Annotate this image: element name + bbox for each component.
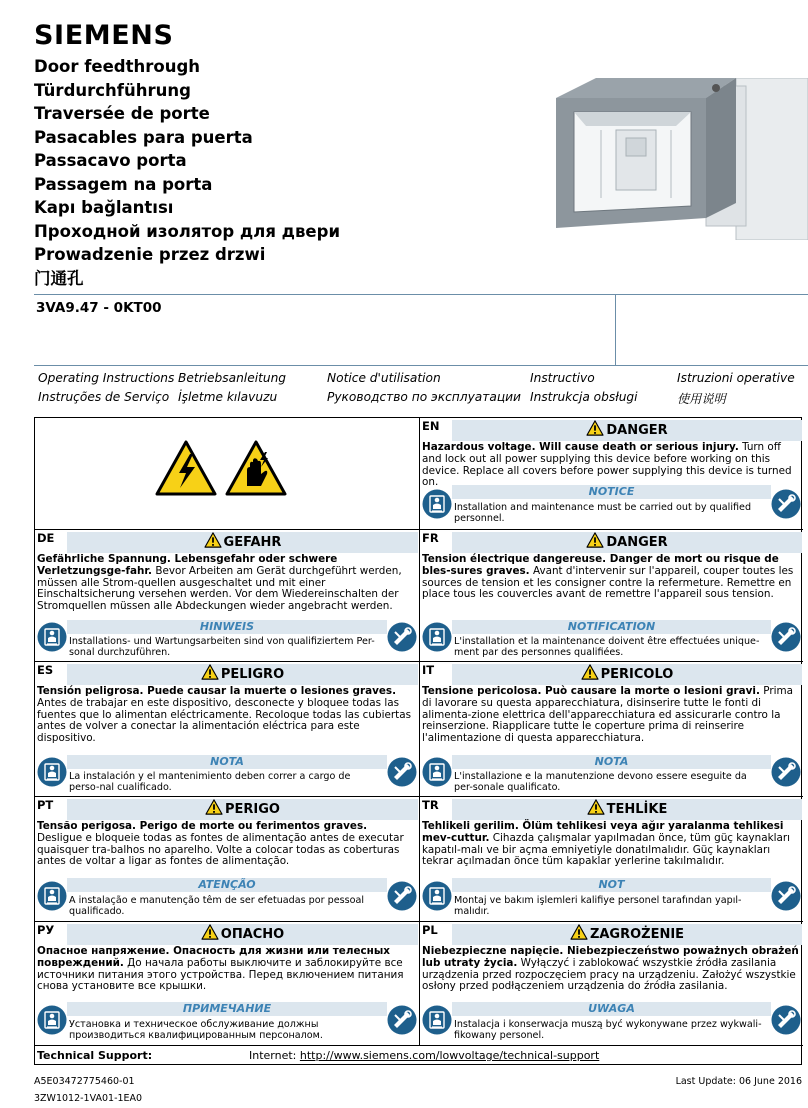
signal-text-en: DANGER xyxy=(606,423,668,438)
signal-text-fr: DANGER xyxy=(606,535,668,550)
signal-text-pl: ZAGROŻENIE xyxy=(589,927,685,942)
part-number: 3ZW1012-1VA01-1EA0 xyxy=(34,1093,143,1104)
warning-bold-it: Tensione pericolosa. Può causare la morte o lesioni gravi. xyxy=(422,685,760,697)
section-es xyxy=(35,662,420,797)
title-pl: Prowadzenie przez drzwi xyxy=(34,245,266,264)
signal-word-tr xyxy=(452,799,802,820)
warning-bold-es: Tensión peligrosa. Puede causar la muerte o lesiones graves. xyxy=(37,685,397,697)
note-label-es: NOTA xyxy=(67,755,387,769)
section-pt xyxy=(35,797,420,922)
hazard-pictogram-cell xyxy=(35,418,420,530)
signal-word-fr xyxy=(452,532,802,553)
manuals-divider xyxy=(34,365,808,366)
warning-text-en xyxy=(422,442,799,489)
manual-en: Operating Instructions xyxy=(38,371,175,385)
product-titles xyxy=(34,55,340,290)
warning-detail-it: Prima di lavorare su questa apparecchiatura, disinserire tutte le fonti di alimenta-zione elettrica dell'apparecchiatura ed assicurarle contro la reinserzione. Riapplicare tutte le coperture prima di reinserire l'alimentazione di questa apparecchiatura. xyxy=(422,685,793,745)
safety-table xyxy=(34,417,802,1065)
note-text-pl: Instalacja i konserwacja muszą być wykonywane przez wykwali-fikowany personel. xyxy=(454,1019,762,1041)
warning-triangle-icon xyxy=(587,799,605,815)
qualified-personnel-icon xyxy=(422,489,452,519)
qualified-personnel-icon xyxy=(422,622,452,652)
technical-support-label: Technical Support: xyxy=(37,1049,153,1062)
warning-detail-fr: Avant d'intervenir sur l'appareil, couper toutes les sources de tension et les consigner contre la refermeture. Remettre en place tous les couvercles avant de remettre l'appareil sous tension. xyxy=(422,564,794,601)
qualified-personnel-icon xyxy=(37,1005,67,1035)
lang-code-en: EN xyxy=(422,419,440,433)
warning-detail-de: Bevor Arbeiten am Gerät durchgeführt werden, müssen alle Strom-quellen ausgeschaltet und mit einer Einschaltsicherung versehen werden. Vor dem Wiedereinschalten der Stromquellen müssen alle Abdeckungen wieder angebracht werden. xyxy=(37,564,402,613)
warning-bold-en: Hazardous voltage. Will cause death or serious injury. xyxy=(422,441,739,453)
warning-text-es xyxy=(37,686,415,745)
title-de: Türdurchführung xyxy=(34,80,191,100)
note-label-tr: NOT xyxy=(452,878,771,892)
section-en xyxy=(420,418,803,530)
qualified-personnel-icon xyxy=(422,757,452,787)
note-label-it: NOTA xyxy=(452,755,771,769)
warning-bold-pl: Niebezpieczne napięcie. Niebezpieczeństwo poważnych obrażeń lub utraty życia. xyxy=(422,945,799,969)
warning-detail-tr: Cihazda çalışmalar yapılmadan önce, tüm güç kaynakları kapatıl-malı ve bir açma emniyetiyle donatılmalıdır. Güç kaynakları tekrar açılmadan önce tüm kapaklar yerlerine takılmalıdır. xyxy=(422,831,791,868)
warning-bold-pt: Tensão perigosa. Perigo de morte ou ferimentos graves. xyxy=(37,820,368,832)
manual-tr: İşletme kılavuzu xyxy=(178,390,278,404)
maintenance-tool-icon xyxy=(387,757,417,787)
signal-word-it xyxy=(452,664,802,685)
section-ru xyxy=(35,922,420,1046)
warning-text-fr xyxy=(422,554,799,601)
document-id: A5E03472775460-01 xyxy=(34,1076,135,1087)
qualified-personnel-icon xyxy=(422,1005,452,1035)
warning-text-pl xyxy=(422,946,799,993)
warning-triangle-icon xyxy=(570,924,588,940)
order-number: 3VA9.47 - 0KT00 xyxy=(36,300,162,316)
maintenance-tool-icon xyxy=(771,489,801,519)
warning-detail-ru: До начала работы выключите и заблокируйте все источники питания этого устройства. Перед включением питания снова установите все крышки. xyxy=(37,956,404,993)
warning-bold-tr: Tehlikeli gerilim. Ölüm tehlikesi veya ağır yaralanma tehlikesi mev-cuttur. xyxy=(422,820,784,844)
maintenance-tool-icon xyxy=(387,881,417,911)
signal-word-pl xyxy=(452,924,802,945)
note-label-en: NOTICE xyxy=(452,485,771,499)
electrical-hazard-hand-icon xyxy=(225,440,287,496)
maintenance-tool-icon xyxy=(771,757,801,787)
maintenance-tool-icon xyxy=(387,622,417,652)
note-text-pt: A instalação e manutenção têm de ser efetuadas por pessoal qualificado. xyxy=(69,895,365,917)
title-pt: Passagem na porta xyxy=(34,174,213,194)
maintenance-tool-icon xyxy=(771,622,801,652)
title-zh: 门通孔 xyxy=(34,268,84,288)
warning-triangle-icon xyxy=(586,532,604,548)
lang-code-it: IT xyxy=(422,663,435,677)
warning-text-pt xyxy=(37,821,415,868)
warning-triangle-icon xyxy=(581,664,599,680)
lang-code-fr: FR xyxy=(422,531,439,545)
title-ru: Проходной изолятор для двери xyxy=(34,221,340,241)
lang-code-pt: PT xyxy=(37,798,54,812)
warning-text-de xyxy=(37,554,415,613)
note-label-pl: UWAGA xyxy=(452,1002,771,1016)
electric-shock-icon xyxy=(155,440,217,496)
note-text-de: Installations- und Wartungsarbeiten sind von qualifiziertem Per-sonal durchzuführen. xyxy=(69,636,375,658)
signal-word-pt xyxy=(67,799,418,820)
warning-triangle-icon xyxy=(201,924,219,940)
section-tr xyxy=(420,797,803,922)
door-feedthrough-product-image xyxy=(556,78,808,240)
support-link[interactable]: http://www.siemens.com/lowvoltage/technical-support xyxy=(299,1049,600,1062)
maintenance-tool-icon xyxy=(387,1005,417,1035)
manual-pl: Instrukcja obsługi xyxy=(530,390,638,404)
qualified-personnel-icon xyxy=(37,881,67,911)
warning-triangle-icon xyxy=(586,420,604,436)
warning-detail-pl: Wyłączyć i zablokować wszystkie źródła zasilania urządzenia przed rozpoczęciem pracy na urządzeniu. Założyć wszystkie osłony przed podłączeniem urządzenia do źródła zasilania. xyxy=(422,956,796,993)
warning-bold-de: Gefährliche Spannung. Lebensgefahr oder schwere Verletzungsge-fahr. xyxy=(37,553,338,577)
warning-text-it xyxy=(422,686,799,745)
signal-word-de xyxy=(67,532,418,553)
warning-triangle-icon xyxy=(204,532,222,548)
technical-support-url xyxy=(249,1049,599,1062)
warning-detail-pt: Desligue e bloqueie todas as fontes de alimentação antes de executar quaisquer tra-balhos no aparelho. Volte a colocar todas as coberturas antes de voltar a ligar as fontes de alimentação. xyxy=(37,831,404,868)
signal-text-tr: TEHLİKE xyxy=(606,802,668,817)
qualified-personnel-icon xyxy=(422,881,452,911)
support-url-prefix: Internet: xyxy=(249,1049,300,1062)
qualified-personnel-icon xyxy=(37,757,67,787)
signal-text-pt: PERIGO xyxy=(225,802,280,817)
technical-support-row xyxy=(34,1045,802,1065)
manual-es: Instructivo xyxy=(530,371,595,385)
note-text-es: La instalación y el mantenimiento deben correr a cargo de perso-nal cualificado. xyxy=(69,771,351,793)
section-it xyxy=(420,662,803,797)
note-label-ru: ПРИМЕЧАНИЕ xyxy=(67,1002,387,1016)
lang-code-tr: TR xyxy=(422,798,439,812)
section-pl xyxy=(420,922,803,1046)
title-tr: Kapı bağlantısı xyxy=(34,198,174,217)
signal-word-es xyxy=(67,664,418,685)
last-update: Last Update: 06 June 2016 xyxy=(675,1076,802,1087)
warning-text-tr xyxy=(422,821,799,868)
manual-pt: Instruções de Serviço xyxy=(38,390,170,404)
signal-word-en xyxy=(452,420,802,441)
note-text-it: L'installazione e la manutenzione devono essere eseguite da per-sonale qualificato. xyxy=(454,771,747,793)
manual-de: Betriebsanleitung xyxy=(178,371,287,385)
warning-triangle-icon xyxy=(205,799,223,815)
note-label-pt: ATENÇÃO xyxy=(67,878,387,892)
section-fr xyxy=(420,530,803,662)
note-text-tr: Montaj ve bakım işlemleri kalifiye personel tarafından yapıl-malıdır. xyxy=(454,895,742,917)
warning-bold-ru: Опасное напряжение. Опасность для жизни или телесных повреждений. xyxy=(37,945,390,969)
signal-text-it: PERICOLO xyxy=(600,667,674,682)
title-en: Door feedthrough xyxy=(34,57,201,76)
warning-bold-fr: Tension électrique dangereuse. Danger de mort ou risque de bles-sures graves. xyxy=(422,553,779,577)
warning-text-ru xyxy=(37,946,415,993)
warning-detail-en: Turn off and lock out all power supplying this device before working on this device. Replace all covers before power supplying this device is turned on. xyxy=(422,441,792,489)
manual-zh: 使用说明 xyxy=(677,392,726,406)
note-label-fr: NOTIFICATION xyxy=(452,620,771,634)
lang-code-es: ES xyxy=(37,663,54,677)
manual-fr: Notice d'utilisation xyxy=(327,371,441,385)
lang-code-de: DE xyxy=(37,531,55,545)
manual-ru: Руководство по эксплуатации xyxy=(327,390,521,404)
warning-detail-es: Antes de trabajar en este dispositivo, desconecte y bloquee todas las fuentes que lo alimentan eléctricamente. Recoloque todas las cubiertas antes de volver a conectar la alimentación eléctrica para este dispositivo. xyxy=(37,696,411,745)
signal-text-es: PELIGRO xyxy=(220,667,285,682)
signal-word-ru xyxy=(67,924,418,945)
maintenance-tool-icon xyxy=(771,881,801,911)
title-fr: Traversée de porte xyxy=(34,104,210,123)
siemens-logo: SIEMENS xyxy=(34,20,174,51)
maintenance-tool-icon xyxy=(771,1005,801,1035)
signal-text-ru: ОПАСНО xyxy=(220,927,285,942)
header-side-box xyxy=(615,294,808,365)
note-text-fr: L'installation et la maintenance doivent être effectuées unique-ment par des personnes qualifiées. xyxy=(454,636,760,658)
note-text-en: Installation and maintenance must be carried out by qualified personnel. xyxy=(454,502,752,524)
lang-code-ru: РУ xyxy=(37,923,55,937)
manual-it: Istruzioni operative xyxy=(677,371,795,385)
signal-text-de: GEFAHR xyxy=(223,535,282,550)
warning-triangle-icon xyxy=(201,664,219,680)
section-de xyxy=(35,530,420,662)
lang-code-pl: PL xyxy=(422,923,438,937)
title-it: Passacavo porta xyxy=(34,151,187,170)
qualified-personnel-icon xyxy=(37,622,67,652)
note-text-ru: Установка и техническое обслуживание должны производиться квалифицированным персоналом. xyxy=(69,1019,323,1041)
title-es: Pasacables para puerta xyxy=(34,127,253,147)
note-label-de: HINWEIS xyxy=(67,620,387,634)
